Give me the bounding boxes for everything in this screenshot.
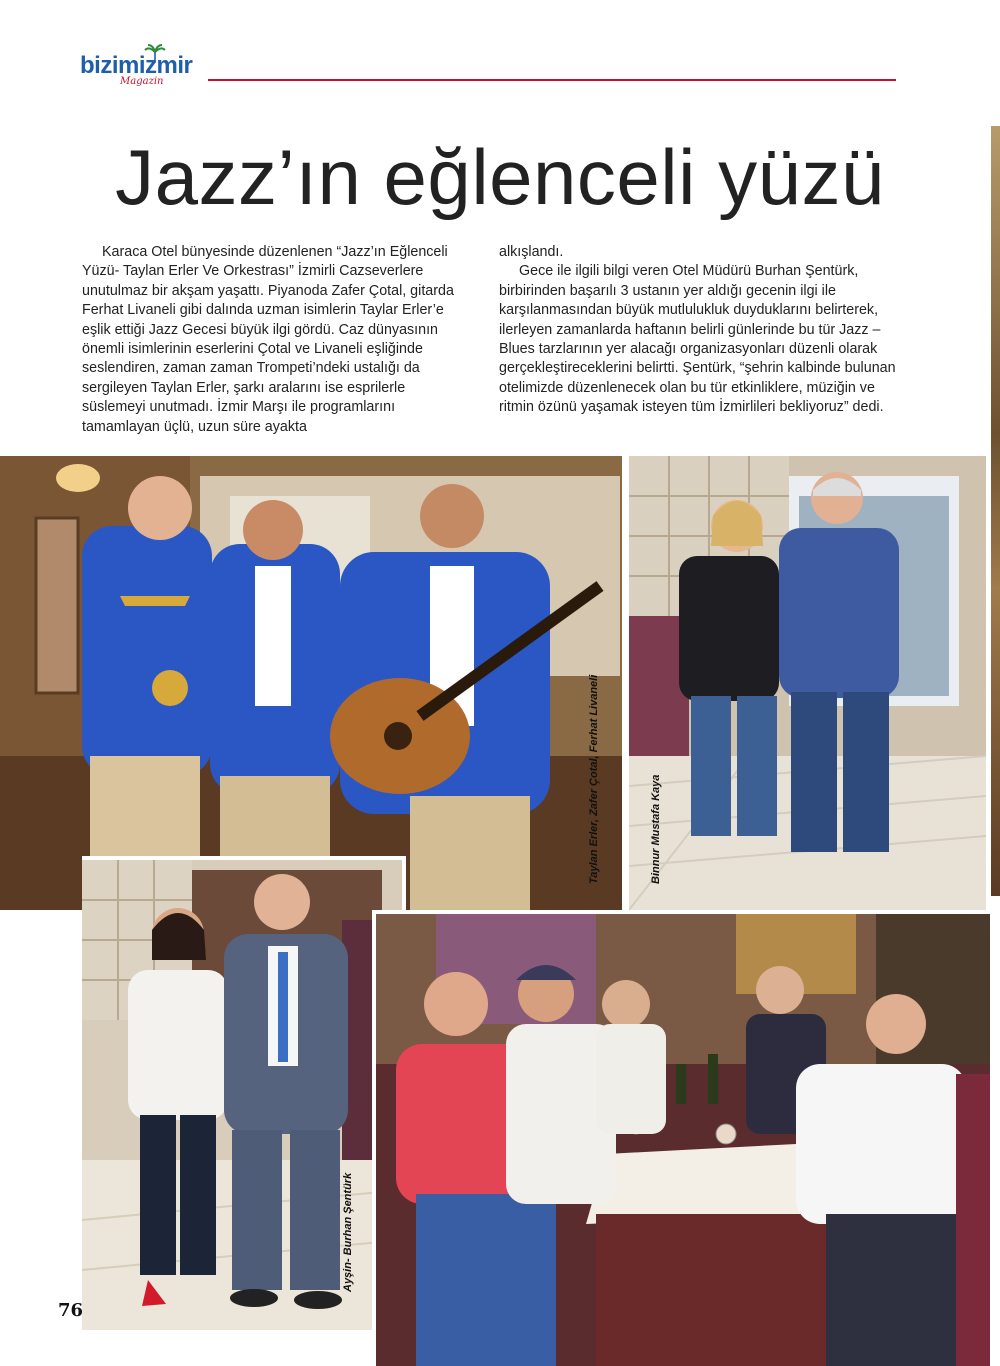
- photo-musicians-trio: [0, 456, 622, 910]
- article-column-2: [499, 243, 901, 418]
- page-number: 76: [58, 1300, 84, 1321]
- article-column-1: [82, 243, 460, 437]
- logo-wordmark: bizimizmir: [80, 52, 193, 79]
- caption-photo-3: Ayşin- Burhan Şentürk: [342, 1172, 354, 1292]
- photo-audience-table: [372, 910, 990, 1366]
- adjacent-page-edge: [991, 126, 1000, 896]
- article-paragraph-2: Gece ile ilgili bilgi veren Otel Müdürü Burhan Şentürk, birbirinden başarılı 3 ustanın yer aldığı gecenin ilgi ile karşılanmasından büyük mutlulukluk duyduklarını belirterek, ilerleyen zamanlarda haftanın belirli günlerinde bu tür Jazz – Blues tarzlarının yer alacağı organizasyonları düzenli olarak gerçekleştireceklerini belirtti. Şentürk, “şehrin kalbinde bulunan otelimizde düzenlenecek olan bu tür etkinliklere, müziğin ve ritmin özünü yaşamak isteyen tüm İzmirlileri bekliyoruz” dedi.: [499, 263, 896, 416]
- article-title: Jazz’ın eğlenceli yüzü: [115, 133, 885, 221]
- article-paragraph-continuation: alkışlandı.: [499, 244, 564, 260]
- caption-photo-1: Taylan Erler, Zafer Çotal, Ferhat Livaneli: [588, 674, 600, 884]
- magazine-logo: [80, 46, 240, 92]
- header-rule: [208, 79, 896, 81]
- logo-subtitle: Magazin: [120, 76, 164, 87]
- photo-ayşin-burhan: [82, 856, 406, 1330]
- caption-photo-2: Binnur Mustafa Kaya: [650, 774, 662, 884]
- article-paragraph-1: Karaca Otel bünyesinde düzenlenen “Jazz’ın Eğlenceli Yüzü- Taylan Erler Ve Orkestrası” İzmirli Cazseverlere unutulmaz bir akşam yaşattı. Piyanoda Zafer Çotal, gitarda Ferhat Livaneli gibi dalında uzman isimlerin Taylar Erler’e eşlik ettiği Jazz Gecesi büyük ilgi gördü. Caz dünyasının önemli isimlerinin eserlerini Çotal ve Livaneli eşliğinde seslendiren, zaman zaman Trompeti’ndeki ustalığı da sergileyen Taylan Erler, şarkı aralarını ise esprilerle süslemeyi unutmadı. İzmir Marşı ile programlarını tamamlayan üçlü, uzun süre ayakta: [82, 244, 454, 435]
- palm-tree-icon: [144, 44, 166, 64]
- photo-couple: [629, 456, 986, 910]
